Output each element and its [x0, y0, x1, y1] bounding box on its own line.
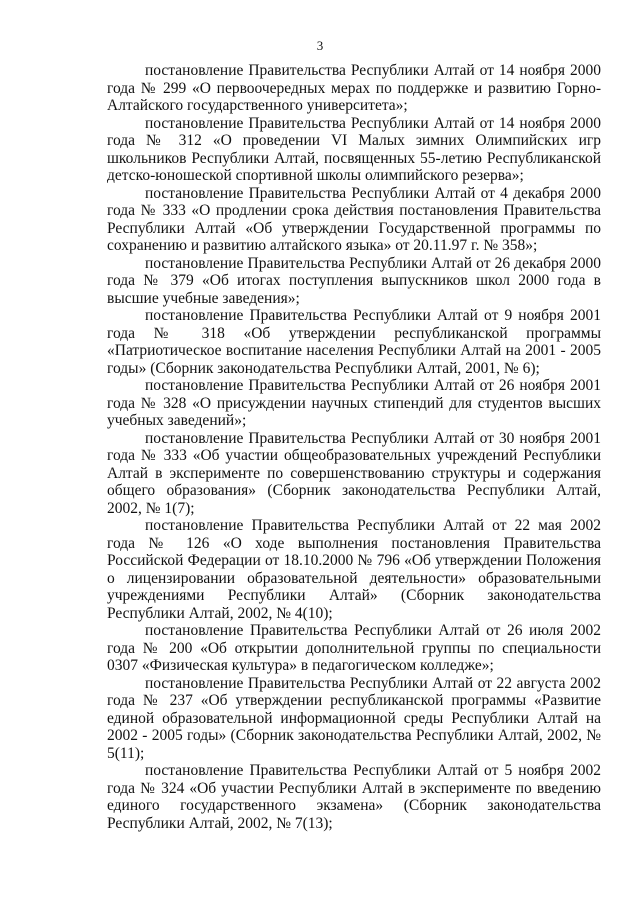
paragraph: постановление Правительства Республики Алтай от 5 ноября 2002 года № 324 «Об участии Республики Алтай в эксперименте по введению единого государственного экзамена» (Сборник законодательства Республики Алтай, 2002, № 7(13); [107, 762, 601, 832]
paragraph: постановление Правительства Республики Алтай от 26 декабря 2000 года № 379 «Об итогах поступления выпускников школ 2000 года в высшие учебные заведения»; [107, 254, 601, 307]
page-number: 3 [316, 38, 324, 53]
document-body [107, 62, 601, 832]
paragraph: постановление Правительства Республики Алтай от 22 августа 2002 года № 237 «Об утверждении республиканской программы «Развитие единой образовательной информационной среды Республики Алтай на 2002 - 2005 годы» (Сборник законодательства Республики Алтай, 2002, № 5(11); [107, 674, 601, 762]
paragraph: постановление Правительства Республики Алтай от 26 июля 2002 года № 200 «Об открытии дополнительной группы по специальности 0307 «Физическая культура» в педагогическом колледже»; [107, 622, 601, 674]
paragraph: постановление Правительства Республики Алтай от 26 ноября 2001 года № 328 «О присуждении научных стипендий для студентов высших учебных заведений»; [107, 377, 601, 429]
paragraph: постановление Правительства Республики Алтай от 9 ноября 2001 года № 318 «Об утверждении республиканской программы «Патриотическое воспитание населения Республики Алтай на 2001 - 2005 годы» (Сборник законодательства Республики Алтай, 2001, № 6); [107, 307, 601, 377]
paragraph: постановление Правительства Республики Алтай от 30 ноября 2001 года № 333 «Об участии общеобразовательных учреждений Республики Алтай в эксперименте по совершенствованию структуры и содержания общего образования» (Сборник законодательства Республики Алтай, 2002, № 1(7); [107, 429, 601, 517]
paragraph: постановление Правительства Республики Алтай от 14 ноября 2000 года № 299 «О первоочередных мерах по поддержке и развитию Горно-Алтайского государственного университета»; [107, 62, 601, 114]
paragraph: постановление Правительства Республики Алтай от 22 мая 2002 года № 126 «О ходе выполнения постановления Правительства Российской Федерации от 18.10.2000 № 796 «Об утверждении Положения о лицензировании образовательной деятельности» образовательными учреждениями Республики Алтай» (Сборник законодательства Республики Алтай, 2002, № 4(10); [107, 517, 601, 622]
paragraph: постановление Правительства Республики Алтай от 4 декабря 2000 года № 333 «О продлении срока действия постановления Правительства Республики Алтай «Об утверждении Государственной программы по сохранению и развитию алтайского языка» от 20.11.97 г. № 358»; [107, 184, 601, 254]
paragraph: постановление Правительства Республики Алтай от 14 ноября 2000 года № 312 «О проведении VI Малых зимних Олимпийских игр школьников Республики Алтай, посвященных 55-летию Республиканской детско-юношеской спортивной школы олимпийского резерва»; [107, 114, 601, 184]
